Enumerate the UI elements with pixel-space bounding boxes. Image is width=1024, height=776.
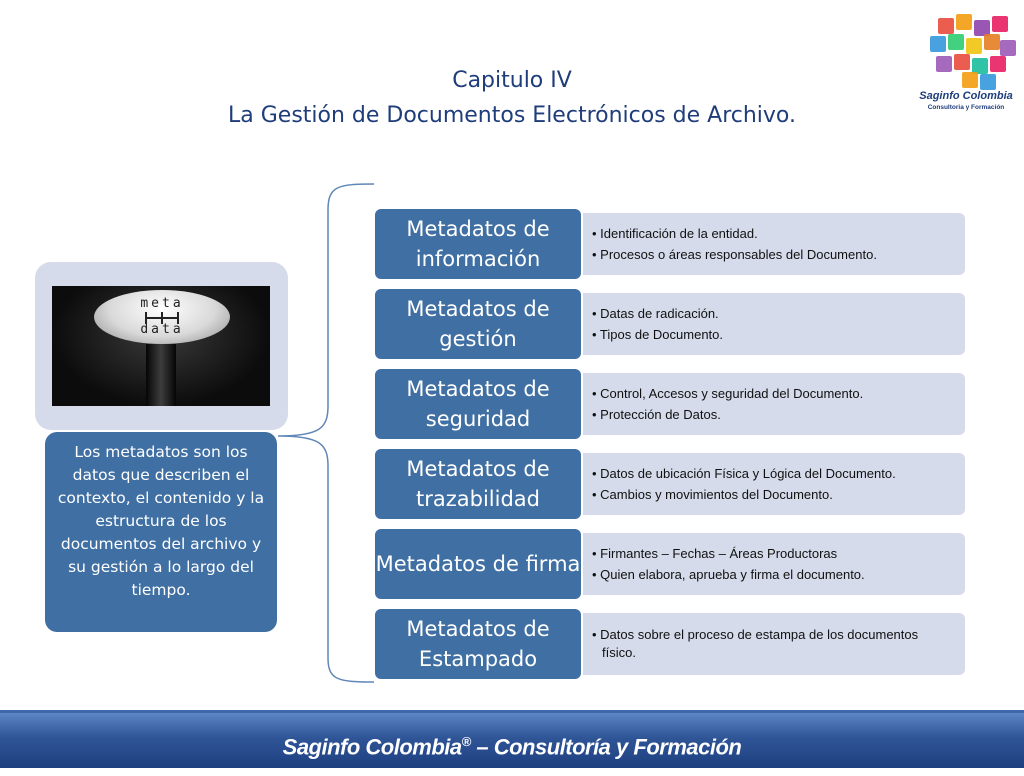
registered-mark: ® [461,734,471,749]
bullet: • Identificación de la entidad. [592,226,758,241]
chapter-title: Capitulo IV [452,68,572,93]
management-metadata-details [578,293,965,355]
bullet: • Procesos o áreas responsables del Documento. [592,247,877,262]
footer-brand: Saginfo Colombia [282,734,462,760]
bullet: • Datas de radicación. [592,306,719,321]
footer-tagline: – Consultoría y Formación [470,734,742,760]
bullet: • Cambios y movimientos del Documento. [592,487,833,502]
saginfo-logo [916,12,1016,114]
metadata-definition: Los metadatos son los datos que describen el contexto, el contenido y la estructura de los documentos del archivo y su gestión a lo largo del tiempo. [45,432,277,632]
bullet: • Datos sobre el proceso de estampa de los documentos físico. [592,627,919,660]
info-metadata-title: Metadatos de información [373,207,583,281]
stamp-metadata-details [578,613,965,675]
bullet: • Tipos de Documento. [592,327,724,342]
security-metadata-details [578,373,965,435]
bullet: • Control, Accesos y seguridad del Documento. [592,386,864,401]
bullet: • Firmantes – Fechas – Áreas Productoras [592,546,838,561]
gear-knob-icon [94,290,230,344]
info-metadata-details [578,213,965,275]
traceability-metadata-details [578,453,965,515]
footer-bar [0,710,1024,768]
slide-title: La Gestión de Documentos Electrónicos de Archivo. [228,103,796,128]
traceability-metadata-title: Metadatos de trazabilidad [373,447,583,521]
grouping-bracket [276,182,386,686]
logo-name: Saginfo Colombia [919,90,1013,102]
management-metadata-title: Metadatos de gestión [373,287,583,361]
knob-stem [146,344,176,406]
metadata-knob-photo [52,286,270,406]
footer-text [0,713,1024,776]
knob-word-bottom: data [140,322,184,337]
bullet: • Quien elabora, aprueba y firma el documento. [592,567,865,582]
bullet: • Protección de Datos. [592,407,721,422]
signature-metadata-details [578,533,965,595]
bullet: • Datos de ubicación Física y Lógica del Documento. [592,466,896,481]
stamp-metadata-title: Metadatos de Estampado [373,607,583,681]
knob-word-top: meta [140,296,184,311]
signature-metadata-title: Metadatos de firma [373,527,583,601]
security-metadata-title: Metadatos de seguridad [373,367,583,441]
logo-subtitle: Consultoria y Formación [927,104,1005,111]
